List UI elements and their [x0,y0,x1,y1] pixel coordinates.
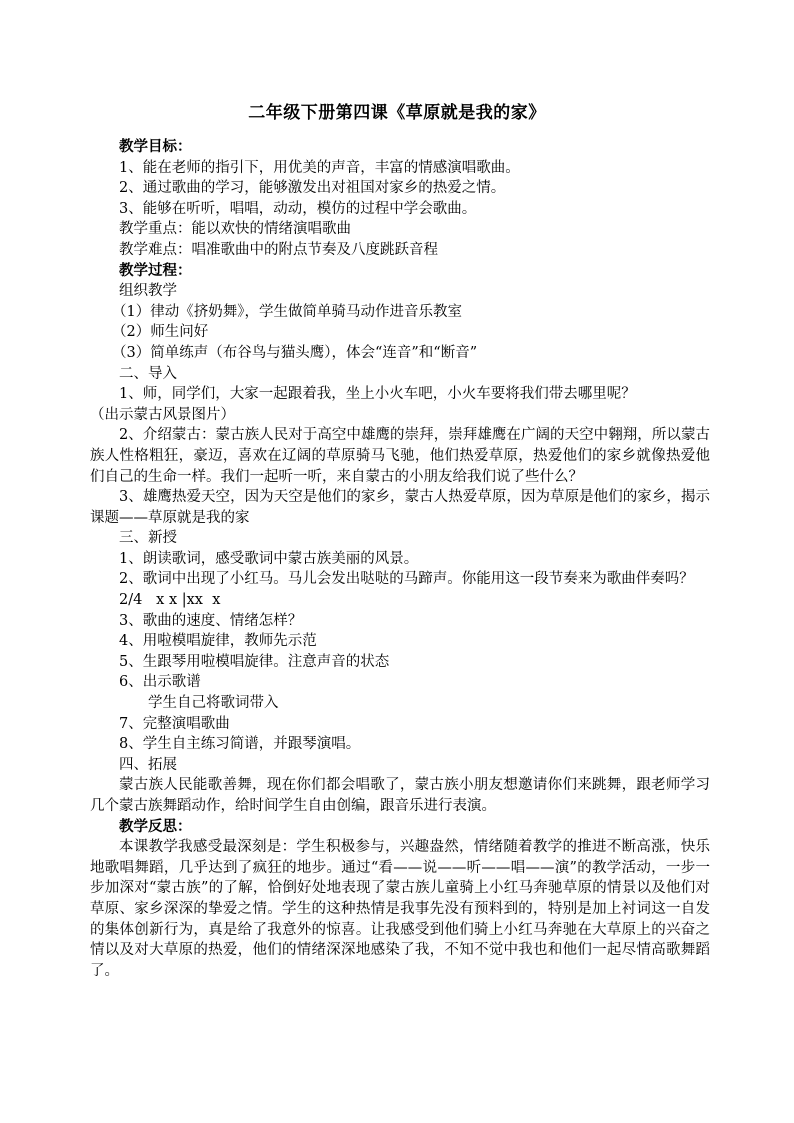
goal-item: 3、能够在听听，唱唱，动动，模仿的过程中学会歌曲。 [119,200,477,217]
new-item-2: 2、歌词中出现了小红马。马儿会发出哒哒的马蹄声。你能用这一段节奏来为歌曲伴奏吗？ [119,571,694,588]
new-item-4: 4、用啦模唱旋律，教师先示范 [119,633,317,650]
goal-item: 2、通过歌曲的学习，能够激发出对祖国对家乡的热爱之情。 [119,180,506,197]
new-item-7: 7、完整演唱歌曲 [119,715,230,732]
intro-item-3: 3、雄鹰热爱天空，因为天空是他们的家乡，蒙古人热爱草原，因为草原是他们的家乡，揭示课题——草原就是我的家 [90,489,710,526]
document-body [90,137,710,981]
reflection-heading: 教学反思： [119,817,192,835]
process-heading: 教学过程： [119,261,192,279]
intro-item-1: 1、师，同学们，大家一起跟着我，坐上小火车吧，小火车要将我们带去哪里呢？ [119,386,636,403]
new-item-5: 5、生跟琴用啦模唱旋律。注意声音的状态 [119,653,390,670]
new-item-1: 1、朗读歌词，感受歌词中蒙古族美丽的风景。 [119,550,419,567]
new-item-3: 3、歌曲的速度、情绪怎样？ [119,612,303,629]
intro-heading: 二、导入 [119,365,177,382]
intro-item-2: 2、介绍蒙古：蒙古族人民对于高空中雄鹰的崇拜，崇拜雄鹰在广阔的天空中翱翔，所以蒙古族人性格粗狂，豪迈，喜欢在辽阔的草原骑马飞驰，他们热爱草原，热爱他们的家乡就像热爱他们自己的生命一样。我们一起听一听，来自蒙古的小朋友给我们说了些什么？ [90,427,710,485]
new-item-8: 8、学生自主练习简谱，并跟琴演唱。 [119,736,361,753]
key-point: 教学重点：能以欢快的情绪演唱歌曲 [119,221,351,238]
difficulty: 教学难点：唱准歌曲中的附点节奏及八度跳跃音程 [119,241,438,258]
organize-item: （2）师生问好 [112,324,209,341]
new-item-6: 6、出示歌谱 [119,674,201,691]
goal-item: 1、能在老师的指引下，用优美的声音，丰富的情感演唱歌曲。 [119,159,520,176]
new-item-6-sub: 学生自己将歌词带入 [148,695,279,712]
goals-heading: 教学目标： [119,138,192,155]
intro-item-1-note: （出示蒙古风景图片） [90,406,235,423]
page-title: 二年级下册第四课《草原就是我的家》 [248,103,546,123]
organize-heading: 组织教学 [119,283,177,300]
organize-item: （1）律动《挤奶舞》，学生做简单骑马动作进音乐教室 [112,303,462,320]
rhythm-notation: 2/4 x x |xx x [119,592,221,609]
extension-text: 蒙古族人民能歌善舞，现在你们都会唱歌了，蒙古族小朋友想邀请你们来跳舞，跟老师学习几个蒙古族舞蹈动作，给时间学生自由创编，跟音乐进行表演。 [90,777,710,814]
new-heading: 三、新授 [119,530,177,547]
extension-heading: 四、拓展 [119,756,177,773]
organize-item: （3）简单练声（布谷鸟与猫头鹰），体会“连音”和“断音” [112,344,478,361]
reflection-text: 本课教学我感受最深刻是：学生积极参与，兴趣盎然，情绪随着教学的推进不断高涨，快乐地歌唱舞蹈，几乎达到了疯狂的地步。通过“看——说——听——唱——演”的教学活动，一步一步加深对“蒙古族”的了解，恰倒好处地表现了蒙古族儿童骑上小红马奔驰草原的情景以及他们对草原、家乡深深的挚爱之情。学生的这种热情是我事先没有预料到的，特别是加上衬词这一自发的集体创新行为，真是给了我意外的惊喜。让我感受到他们骑上小红马奔驰在大草原上的兴奋之情以及对大草原的热爱，他们的情绪深深地感染了我，不知不觉中我也和他们一起尽情高歌舞蹈了。 [90,839,710,979]
